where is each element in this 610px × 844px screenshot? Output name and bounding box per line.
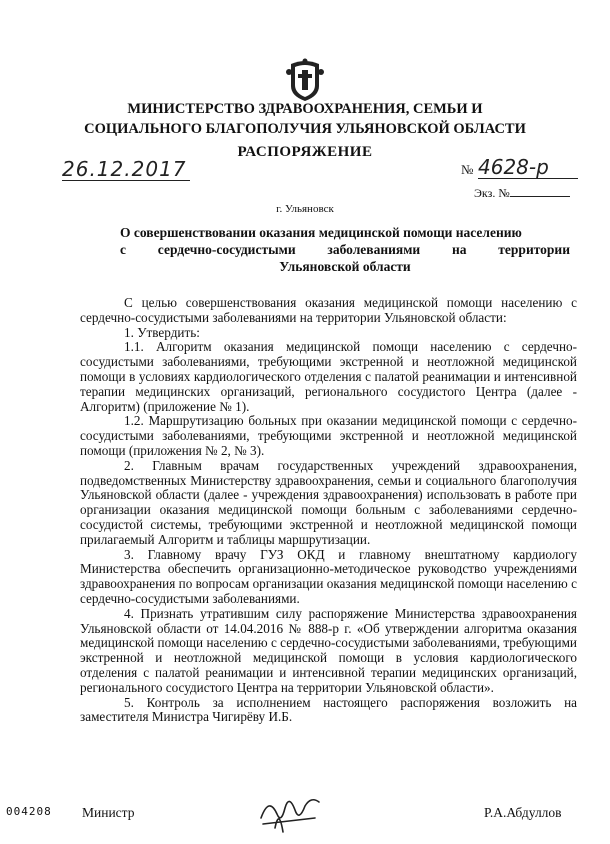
ministry-name [0, 99, 610, 139]
document-date: 26.12.2017 [62, 158, 190, 181]
paragraph-preamble: С целью совершенствования оказания медицинской помощи населению с сердечно-сосудистыми заболеваниями на территории Ульяновской области: [80, 295, 577, 325]
document-type: РАСПОРЯЖЕНИЕ [237, 144, 373, 160]
signature-icon [255, 788, 325, 836]
paragraph-item-1-2: 1.2. Маршрутизацию больных при оказании медицинской помощи с сердечно-сосудистыми заболеваниями, требующими экстренной и неотложной медицинской помощи (приложения № 2, № 3). [80, 413, 577, 458]
subject-line-1: О совершенствовании оказания медицинской помощи населению [120, 225, 522, 240]
paragraph-item-1: 1. Утвердить: [124, 324, 200, 340]
paragraph-item-5: 5. Контроль за исполнением настоящего распоряжения возложить на заместителя Министра Чигирёву И.Б. [80, 694, 577, 725]
copy-blank-line [510, 186, 570, 197]
city: г. Ульяновск [276, 203, 334, 215]
copy-label: Экз. № [474, 186, 510, 200]
subject-line-3: Ульяновской области [279, 259, 411, 274]
coat-of-arms-icon [285, 58, 325, 102]
subject-line-2: с сердечно-сосудистыми заболеваниями на территории [120, 242, 570, 257]
paragraph-item-2: 2. Главным врачам государственных учреждений здравоохранения, подведомственных Министерству здравоохранения, семьи и социального благополучия Ульяновской области (далее - учреждения здравоохранения) использовать в работе при организации оказания медицинской помощи больным с заболеваниями сердечно-сосудистой системы, требующими экстренной и неотложной медицинской помощи прилагаемый Алгоритм и таблицы маршрутизации. [80, 457, 577, 547]
copy-number [474, 186, 570, 201]
document-body [80, 296, 577, 725]
signer-name: Р.А.Абдуллов [484, 805, 562, 820]
registration-stamp: 004208 [6, 805, 52, 818]
paragraph-item-3: 3. Главному врачу ГУЗ ОКД и главному внештатному кардиологу Министерства обеспечить организационно-методическое руководство учреждениями здравоохранения по вопросам организации оказания медицинской помощи населению с сердечно-сосудистыми заболеваниями. [80, 546, 577, 606]
ministry-line-2: СОЦИАЛЬНОГО БЛАГОПОЛУЧИЯ УЛЬЯНОВСКОЙ ОБЛАСТИ [84, 121, 526, 137]
number-sign: № [461, 162, 474, 177]
document-number: 4628-р [478, 156, 578, 179]
signer-title: Министр [82, 805, 135, 820]
paragraph-item-4: 4. Признать утратившим силу распоряжение Министерства здравоохранения Ульяновской области от 14.04.2016 № 888-р г. «Об утверждении алгоритма оказания медицинской помощи населению с сердечно-сосудистыми заболеваниями, требующими экстренной и неотложной медицинской помощи в условия кардиологического отделения с палатой реанимации и интенсивной терапии медицинских организаций, регионального сосудистого Центра на территории Ульяновской области». [80, 605, 577, 695]
ministry-line-1: МИНИСТЕРСТВО ЗДРАВООХРАНЕНИЯ, СЕМЬИ И [127, 101, 483, 117]
document-subject [120, 224, 570, 275]
paragraph-item-1-1: 1.1. Алгоритм оказания медицинской помощи населению с сердечно-сосудистыми заболеваниями, требующими экстренной и неотложной медицинской помощи в условиях кардиологического отделения с палатой реанимации и интенсивной терапии медицинских организаций, регионального сосудистого Центра (далее - Алгоритм) (приложение № 1). [80, 339, 577, 414]
